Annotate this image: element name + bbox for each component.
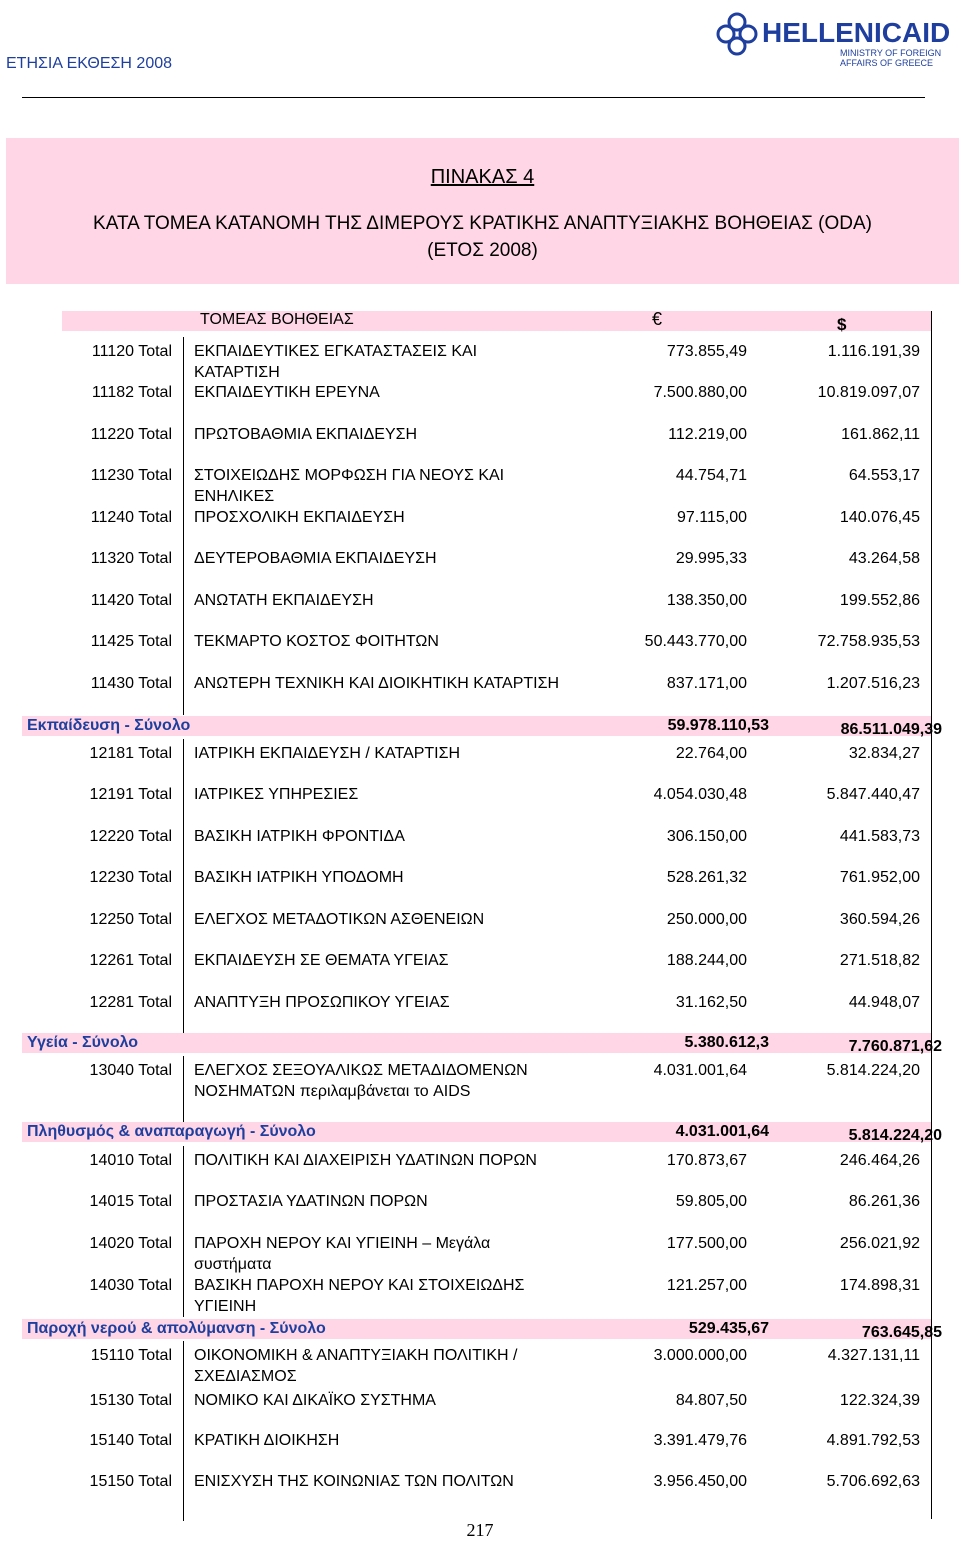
amount-eur: 3.956.450,00 bbox=[653, 1473, 747, 1490]
sector-code: 12191 Total bbox=[89, 786, 172, 803]
amount-usd: 360.594,26 bbox=[839, 911, 920, 928]
subtotal-label: Υγεία - Σύνολο bbox=[27, 1034, 139, 1051]
subtotal-usd: 86.511.049,39 bbox=[840, 721, 942, 738]
column-divider bbox=[183, 863, 184, 909]
amount-eur: 97.115,00 bbox=[677, 509, 747, 526]
amount-eur: 50.443.770,00 bbox=[644, 633, 747, 650]
amount-eur: 31.162,50 bbox=[675, 994, 747, 1011]
amount-usd: 256.021,92 bbox=[839, 1235, 920, 1252]
amount-eur: 4.054.030,48 bbox=[653, 786, 747, 803]
amount-usd: 271.518,82 bbox=[839, 952, 920, 969]
amount-usd: 761.952,00 bbox=[839, 869, 920, 886]
subtotal-label: Παροχή νερού & απολύμανση - Σύνολο bbox=[27, 1320, 326, 1337]
subtotal-row bbox=[22, 1122, 942, 1144]
column-divider bbox=[183, 946, 184, 992]
sector-code: 12220 Total bbox=[89, 828, 172, 845]
amount-eur: 837.171,00 bbox=[666, 675, 747, 692]
sector-description: ΚΡΑΤΙΚΗ ΔΙΟΙΚΗΣΗ bbox=[194, 1432, 340, 1449]
amount-eur: 121.257,00 bbox=[666, 1277, 747, 1294]
sector-description: ΑΝΑΠΤΥΞΗ ΠΡΟΣΩΠΙΚΟΥ ΥΓΕΙΑΣ bbox=[194, 994, 450, 1011]
amount-usd: 43.264,58 bbox=[848, 550, 920, 567]
sector-description: ΕΛΕΓΧΟΣ ΜΕΤΑΔΟΤΙΚΩΝ ΑΣΘΕΝΕΙΩΝ bbox=[194, 911, 485, 928]
sector-code: 14015 Total bbox=[89, 1193, 172, 1210]
hellenicaid-logo bbox=[712, 8, 951, 70]
sector-code: 12181 Total bbox=[89, 745, 172, 762]
table-row bbox=[0, 631, 960, 673]
table-row bbox=[0, 382, 960, 424]
column-divider bbox=[183, 1187, 184, 1233]
sector-description: ΕΛΕΓΧΟΣ ΣΕΞΟΥΑΛΙΚΩΣ ΜΕΤΑΔΙΔΟΜΕΝΩΝ ΝΟΣΗΜΑΤΩΝ περιλαμβάνεται το AIDS bbox=[194, 1062, 528, 1100]
table-row bbox=[0, 1390, 960, 1432]
column-divider bbox=[183, 1146, 184, 1192]
column-sector: ΤΟΜΕΑΣ ΒΟΗΘΕΙΑΣ bbox=[200, 311, 354, 328]
table-row bbox=[0, 1060, 960, 1123]
subtotal-label: Εκπαίδευση - Σύνολο bbox=[27, 717, 191, 734]
amount-eur: 188.244,00 bbox=[666, 952, 747, 969]
column-divider bbox=[183, 780, 184, 826]
amount-usd: 174.898,31 bbox=[839, 1277, 920, 1294]
sector-code: 14020 Total bbox=[89, 1235, 172, 1252]
subtotal-row bbox=[22, 1033, 942, 1055]
sector-code: 15130 Total bbox=[89, 1392, 172, 1409]
table-row bbox=[0, 1150, 960, 1192]
table-row bbox=[0, 465, 960, 507]
table-subtitle bbox=[6, 210, 959, 264]
column-divider bbox=[183, 627, 184, 673]
column-divider bbox=[183, 461, 184, 507]
column-divider bbox=[183, 337, 184, 383]
amount-eur: 138.350,00 bbox=[666, 592, 747, 609]
sector-description: ΙΑΤΡΙΚΕΣ ΥΠΗΡΕΣΙΕΣ bbox=[194, 786, 359, 803]
table-row bbox=[0, 909, 960, 951]
table-row bbox=[0, 1345, 960, 1387]
amount-eur: 528.261,32 bbox=[666, 869, 747, 886]
amount-eur: 3.391.479,76 bbox=[653, 1432, 747, 1449]
subtotal-eur: 59.978.110,53 bbox=[667, 717, 769, 734]
table-row bbox=[0, 867, 960, 909]
amount-usd: 72.758.935,53 bbox=[817, 633, 920, 650]
amount-usd: 122.324,39 bbox=[839, 1392, 920, 1409]
logo-sub-text-2: AFFAIRS OF GREECE bbox=[840, 58, 934, 68]
logo-main-text: HELLENICAID bbox=[762, 17, 951, 48]
amount-eur: 250.000,00 bbox=[666, 911, 747, 928]
logo-sub-text-1: MINISTRY OF FOREIGN bbox=[840, 48, 942, 58]
sector-description: ΠΡΟΣΧΟΛΙΚΗ ΕΚΠΑΙΔΕΥΣΗ bbox=[194, 509, 405, 526]
amount-usd: 44.948,07 bbox=[848, 994, 920, 1011]
sector-code: 11420 Total bbox=[90, 592, 172, 609]
table-row bbox=[0, 507, 960, 549]
amount-eur: 112.219,00 bbox=[668, 426, 747, 443]
sector-code: 13040 Total bbox=[89, 1062, 172, 1079]
amount-eur: 22.764,00 bbox=[675, 745, 747, 762]
sector-code: 14030 Total bbox=[89, 1277, 172, 1294]
logo-emblem-icon bbox=[718, 14, 756, 54]
table-row bbox=[0, 590, 960, 632]
amount-usd: 441.583,73 bbox=[839, 828, 920, 845]
sector-description: ΒΑΣΙΚΗ ΙΑΤΡΙΚΗ ΦΡΟΝΤΙΔΑ bbox=[194, 828, 405, 845]
column-divider bbox=[183, 1229, 184, 1275]
column-divider bbox=[183, 988, 184, 1034]
column-divider bbox=[183, 544, 184, 590]
column-divider bbox=[183, 669, 184, 715]
column-divider bbox=[183, 586, 184, 632]
sector-description: ΠΑΡΟΧΗ ΝΕΡΟΥ ΚΑΙ ΥΓΙΕΙΝΗ – Μεγάλα συστήματα bbox=[194, 1235, 491, 1273]
sector-code: 14010 Total bbox=[89, 1152, 172, 1169]
sector-description: ΕΚΠΑΙΔΕΥΤΙΚΕΣ ΕΓΚΑΤΑΣΤΑΣΕΙΣ ΚΑΙ ΚΑΤΑΡΤΙΣΗ bbox=[194, 343, 478, 381]
table-row bbox=[0, 341, 960, 383]
amount-usd: 86.261,36 bbox=[848, 1193, 920, 1210]
sector-description: ΠΡΩΤΟΒΑΘΜΙΑ ΕΚΠΑΙΔΕΥΣΗ bbox=[194, 426, 418, 443]
column-divider bbox=[183, 1271, 184, 1317]
column-divider bbox=[183, 739, 184, 785]
subtotal-usd: 763.645,85 bbox=[861, 1324, 942, 1341]
sector-code: 11220 Total bbox=[90, 426, 172, 443]
amount-usd: 5.847.440,47 bbox=[826, 786, 920, 803]
column-divider bbox=[183, 420, 184, 466]
sector-code: 15110 Total bbox=[90, 1347, 172, 1364]
amount-usd: 140.076,45 bbox=[839, 509, 920, 526]
amount-usd: 4.891.792,53 bbox=[826, 1432, 920, 1449]
table-row bbox=[0, 548, 960, 590]
sector-code: 11230 Total bbox=[90, 467, 172, 484]
sector-code: 15150 Total bbox=[89, 1473, 172, 1490]
subtotal-usd: 5.814.224,20 bbox=[848, 1127, 942, 1144]
subtotal-eur: 5.380.612,3 bbox=[684, 1034, 769, 1051]
table-row bbox=[0, 784, 960, 826]
amount-usd: 64.553,17 bbox=[848, 467, 920, 484]
subtitle-line-1: ΚΑΤΑ ΤΟΜΕΑ ΚΑΤΑΝΟΜΗ ΤΗΣ ΔΙΜΕΡΟΥΣ ΚΡΑΤΙΚΗΣ ΑΝΑΠΤΥΞΙΑΚΗΣ ΒΟΗΘΕΙΑΣ (ODA) bbox=[93, 213, 872, 234]
column-divider bbox=[183, 1056, 184, 1123]
column-divider bbox=[183, 1426, 184, 1472]
sector-code: 11425 Total bbox=[90, 633, 172, 650]
column-divider bbox=[183, 1341, 184, 1387]
table-column-header bbox=[62, 309, 931, 334]
amount-usd: 246.464,26 bbox=[839, 1152, 920, 1169]
amount-usd: 1.116.191,39 bbox=[827, 343, 920, 360]
amount-usd: 5.814.224,20 bbox=[826, 1062, 920, 1079]
table-row bbox=[0, 1275, 960, 1317]
sector-code: 12281 Total bbox=[89, 994, 172, 1011]
sector-code: 11430 Total bbox=[90, 675, 172, 692]
subtotal-row bbox=[22, 716, 942, 738]
title-box bbox=[6, 138, 959, 284]
sector-description: ΕΝΙΣΧΥΣΗ ΤΗΣ ΚΟΙΝΩΝΙΑΣ ΤΩΝ ΠΟΛΙΤΩΝ bbox=[194, 1473, 514, 1490]
sector-description: ΝΟΜΙΚΟ ΚΑΙ ΔΙΚΑΪΚΟ ΣΥΣΤΗΜΑ bbox=[194, 1392, 436, 1409]
amount-eur: 59.805,00 bbox=[675, 1193, 747, 1210]
sector-description: ΠΡΟΣΤΑΣΙΑ ΥΔΑΤΙΝΩΝ ΠΟΡΩΝ bbox=[194, 1193, 428, 1210]
column-divider bbox=[183, 378, 184, 424]
table-row bbox=[0, 1471, 960, 1521]
table-row bbox=[0, 1233, 960, 1275]
amount-usd: 32.834,27 bbox=[848, 745, 920, 762]
subtitle-line-2: (ΕΤΟΣ 2008) bbox=[427, 240, 538, 261]
column-divider bbox=[183, 1467, 184, 1521]
subtotal-row bbox=[22, 1319, 942, 1341]
amount-usd: 5.706.692,63 bbox=[826, 1473, 920, 1490]
sector-description: ΣΤΟΙΧΕΙΩΔΗΣ ΜΟΡΦΩΣΗ ΓΙΑ ΝΕΟΥΣ ΚΑΙ ΕΝΗΛΙΚΕΣ bbox=[194, 467, 505, 505]
subtotal-eur: 4.031.001,64 bbox=[675, 1123, 769, 1140]
sector-code: 15140 Total bbox=[89, 1432, 172, 1449]
column-divider bbox=[183, 905, 184, 951]
amount-eur: 84.807,50 bbox=[675, 1392, 747, 1409]
sector-code: 11182 Total bbox=[91, 384, 172, 401]
table-row bbox=[0, 992, 960, 1034]
sector-description: ΕΚΠΑΙΔΕΥΤΙΚΗ ΕΡΕΥΝΑ bbox=[194, 384, 380, 401]
sector-description: ΑΝΩΤΕΡΗ ΤΕΧΝΙΚΗ ΚΑΙ ΔΙΟΙΚΗΤΙΚΗ ΚΑΤΑΡΤΙΣΗ bbox=[194, 675, 560, 692]
sector-description: ΔΕΥΤΕΡΟΒΑΘΜΙΑ ΕΚΠΑΙΔΕΥΣΗ bbox=[194, 550, 437, 567]
amount-usd: 4.327.131,11 bbox=[827, 1347, 920, 1364]
sector-description: ΒΑΣΙΚΗ ΙΑΤΡΙΚΗ ΥΠΟΔΟΜΗ bbox=[194, 869, 404, 886]
table-row bbox=[0, 950, 960, 992]
amount-eur: 44.754,71 bbox=[675, 467, 747, 484]
sector-description: ΤΕΚΜΑΡΤΟ ΚΟΣΤΟΣ ΦΟΙΤΗΤΩΝ bbox=[194, 633, 439, 650]
sector-code: 12250 Total bbox=[89, 911, 172, 928]
subtotal-usd: 7.760.871,62 bbox=[848, 1038, 942, 1055]
subtotal-label: Πληθυσμός & αναπαραγωγή - Σύνολο bbox=[27, 1123, 316, 1140]
amount-eur: 170.873,67 bbox=[666, 1152, 747, 1169]
sector-description: ΟΙΚΟΝΟΜΙΚΗ & ΑΝΑΠΤΥΞΙΑΚΗ ΠΟΛΙΤΙΚΗ / ΣΧΕΔΙΑΣΜΟΣ bbox=[194, 1347, 518, 1385]
amount-eur: 4.031.001,64 bbox=[653, 1062, 747, 1079]
amount-eur: 177.500,00 bbox=[666, 1235, 747, 1252]
table-row bbox=[0, 1191, 960, 1233]
table-row bbox=[0, 1430, 960, 1472]
sector-description: ΙΑΤΡΙΚΗ ΕΚΠΑΙΔΕΥΣΗ / ΚΑΤΑΡΤΙΣΗ bbox=[194, 745, 461, 762]
amount-eur: 29.995,33 bbox=[675, 550, 747, 567]
table-row bbox=[0, 826, 960, 868]
column-divider bbox=[183, 822, 184, 868]
amount-eur: 3.000.000,00 bbox=[653, 1347, 747, 1364]
table-row bbox=[0, 673, 960, 715]
column-eur: € bbox=[652, 309, 663, 329]
report-title: ΕΤΗΣΙΑ ΕΚΘΕΣΗ 2008 bbox=[6, 55, 173, 72]
sector-code: 11120 Total bbox=[91, 343, 172, 360]
sector-description: ΒΑΣΙΚΗ ΠΑΡΟΧΗ ΝΕΡΟΥ ΚΑΙ ΣΤΟΙΧΕΙΩΔΗΣ ΥΓΙΕΙΝΗ bbox=[194, 1277, 525, 1315]
sector-description: ΕΚΠΑΙΔΕΥΣΗ ΣΕ ΘΕΜΑΤΑ ΥΓΕΙΑΣ bbox=[194, 952, 449, 969]
amount-eur: 306.150,00 bbox=[666, 828, 747, 845]
table-row bbox=[0, 743, 960, 785]
sector-code: 11240 Total bbox=[90, 509, 172, 526]
sector-code: 11320 Total bbox=[90, 550, 172, 567]
amount-usd: 161.862,11 bbox=[841, 426, 920, 443]
sector-description: ΑΝΩΤΑΤΗ ΕΚΠΑΙΔΕΥΣΗ bbox=[194, 592, 374, 609]
amount-usd: 1.207.516,23 bbox=[826, 675, 920, 692]
sector-description: ΠΟΛΙΤΙΚΗ ΚΑΙ ΔΙΑΧΕΙΡΙΣΗ ΥΔΑΤΙΝΩΝ ΠΟΡΩΝ bbox=[194, 1152, 537, 1169]
sector-code: 12261 Total bbox=[89, 952, 172, 969]
amount-eur: 7.500.880,00 bbox=[653, 384, 747, 401]
column-usd: $ bbox=[837, 315, 847, 334]
amount-usd: 199.552,86 bbox=[839, 592, 920, 609]
column-divider bbox=[183, 503, 184, 549]
table-number-title: ΠΙΝΑΚΑΣ 4 bbox=[430, 166, 535, 188]
amount-usd: 10.819.097,07 bbox=[817, 384, 920, 401]
page-number: 217 bbox=[466, 1520, 494, 1540]
header-divider bbox=[22, 97, 925, 98]
table-row bbox=[0, 424, 960, 466]
amount-eur: 773.855,49 bbox=[666, 343, 747, 360]
sector-code: 12230 Total bbox=[89, 869, 172, 886]
subtotal-eur: 529.435,67 bbox=[688, 1320, 769, 1337]
